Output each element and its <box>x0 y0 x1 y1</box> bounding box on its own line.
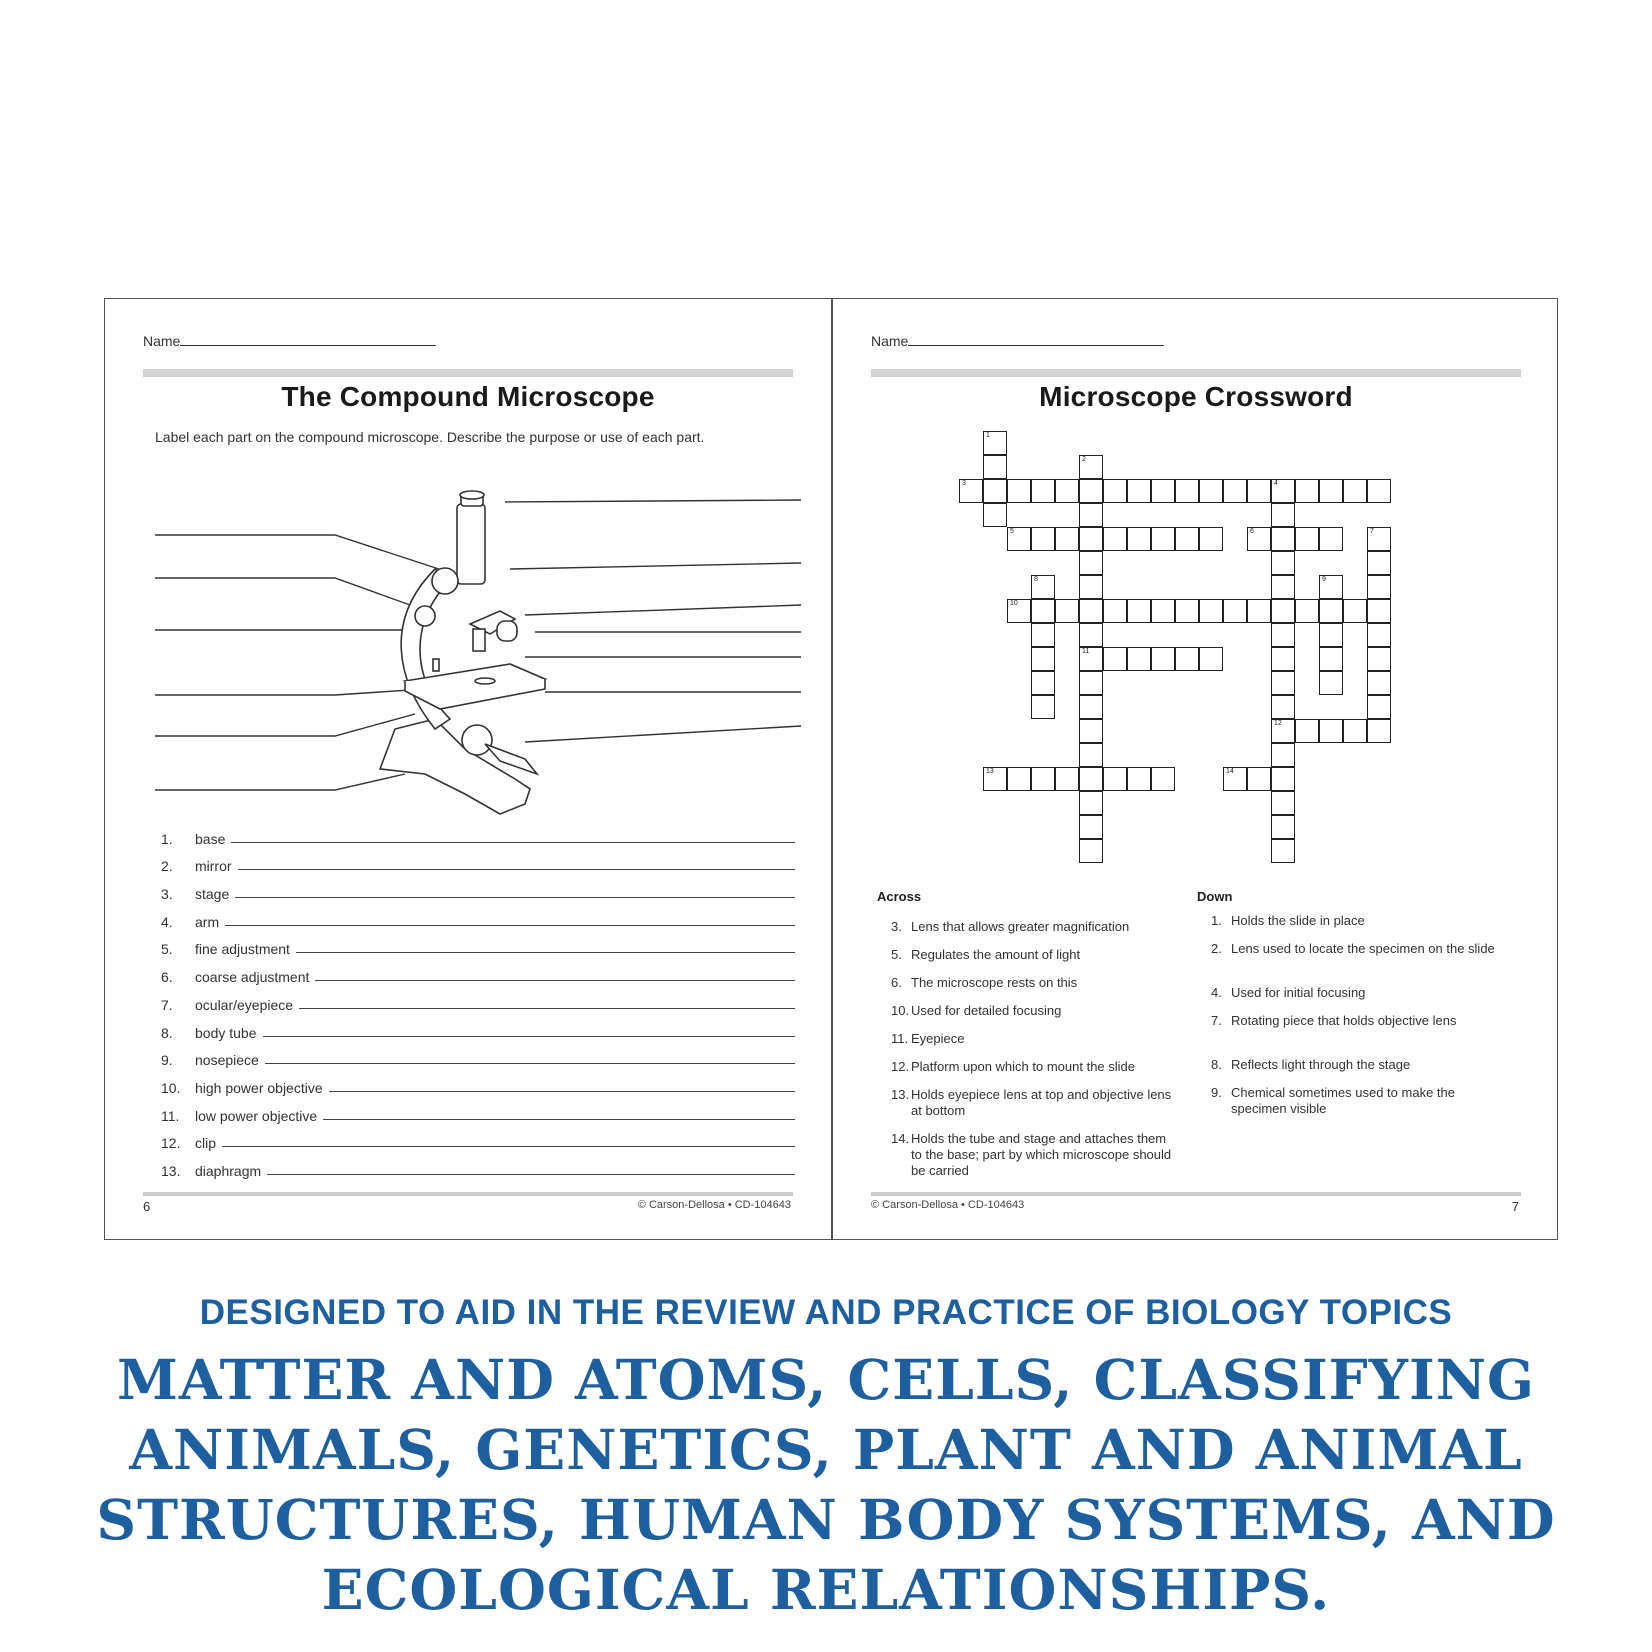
label-line-left-4 <box>155 689 425 695</box>
crossword-cell[interactable] <box>1079 719 1103 743</box>
crossword-cell[interactable] <box>1103 527 1127 551</box>
crossword-cell[interactable] <box>1319 671 1343 695</box>
label-line-right-3 <box>525 605 801 615</box>
crossword-cell[interactable] <box>1007 479 1031 503</box>
crossword-cell[interactable] <box>1175 599 1199 623</box>
crossword-cell[interactable] <box>1367 623 1391 647</box>
name-label: Name <box>143 333 181 349</box>
crossword-cell[interactable] <box>1127 479 1151 503</box>
clue-down <box>1197 985 1507 1001</box>
crossword-cell[interactable] <box>1343 599 1367 623</box>
crossword-cell[interactable] <box>1367 719 1391 743</box>
crossword-cell[interactable] <box>1103 647 1127 671</box>
answer-line[interactable] <box>267 1174 795 1175</box>
crossword-cell[interactable] <box>1247 767 1271 791</box>
crossword-cell[interactable] <box>1367 527 1391 551</box>
part-row <box>155 1124 795 1152</box>
crossword-cell[interactable] <box>1271 479 1295 503</box>
part-row <box>155 874 795 902</box>
crossword-cell[interactable] <box>1127 767 1151 791</box>
crossword-cell[interactable] <box>1151 527 1175 551</box>
clue-text: Lens that allows greater magnification <box>911 919 1130 934</box>
right-page <box>833 299 1559 1239</box>
cell-number: 6 <box>1250 528 1254 535</box>
clue-text: Holds the tube and stage and attaches them to the base; part by which microscope should be carried <box>911 1131 1172 1178</box>
crossword-cell[interactable] <box>1271 743 1295 767</box>
crossword-cell[interactable] <box>1079 503 1103 527</box>
crossword-cell[interactable] <box>983 479 1007 503</box>
crossword-cell[interactable] <box>1079 575 1103 599</box>
answer-line[interactable] <box>299 1008 795 1009</box>
crossword-cell[interactable] <box>1247 479 1271 503</box>
crossword-cell[interactable] <box>1295 719 1319 743</box>
crossword-cell[interactable] <box>1079 815 1103 839</box>
part-label: stage <box>195 886 230 903</box>
clue-text: Platform upon which to mount the slide <box>911 1059 1136 1074</box>
answer-line[interactable] <box>225 925 795 926</box>
crossword-cell[interactable] <box>1367 551 1391 575</box>
objective-low <box>497 621 517 641</box>
part-row <box>155 847 795 875</box>
answer-line[interactable] <box>238 869 795 870</box>
part-row <box>155 985 795 1013</box>
crossword-cell[interactable] <box>1151 599 1175 623</box>
clue-number: 7. <box>1211 1013 1222 1028</box>
label-line-left-1 <box>155 535 445 571</box>
part-number: 1. <box>161 830 173 847</box>
crossword-cell[interactable] <box>1055 479 1079 503</box>
part-number: 2. <box>161 858 173 875</box>
crossword-cell[interactable] <box>1367 479 1391 503</box>
crossword-cell[interactable] <box>1007 767 1031 791</box>
crossword-cell[interactable] <box>1103 479 1127 503</box>
crossword-cell[interactable] <box>1127 527 1151 551</box>
clue-number: 13. <box>891 1087 910 1102</box>
clue-across <box>877 1031 1177 1047</box>
crossword-cell[interactable] <box>1319 647 1343 671</box>
crossword-cell[interactable] <box>983 455 1007 479</box>
crossword-cell[interactable] <box>1079 671 1103 695</box>
part-label: mirror <box>195 858 232 875</box>
cell-number: 12 <box>1274 720 1282 727</box>
page-title: The Compound Microscope <box>281 381 655 412</box>
crossword-cell[interactable] <box>1295 527 1319 551</box>
part-number: 10. <box>161 1079 181 1096</box>
clue-across <box>877 1131 1177 1179</box>
crossword-cell[interactable] <box>1367 671 1391 695</box>
crossword-cell[interactable] <box>1055 767 1079 791</box>
part-row <box>155 819 795 847</box>
label-line-left-2 <box>155 578 435 614</box>
bottom-band-left <box>143 1192 793 1196</box>
part-label: base <box>195 830 226 847</box>
crossword-cell[interactable] <box>1223 767 1247 791</box>
clue-across <box>877 1003 1177 1019</box>
crossword-cell[interactable] <box>1367 575 1391 599</box>
clue-text: Used for initial focusing <box>1231 985 1366 1000</box>
crossword-cell[interactable] <box>1319 599 1343 623</box>
crossword-cell[interactable] <box>1319 527 1343 551</box>
part-row <box>155 1096 795 1124</box>
label-line-left-6 <box>155 774 405 790</box>
clue-text: The microscope rests on this <box>911 975 1078 990</box>
objective-high <box>473 629 485 651</box>
part-number: 11. <box>161 1107 180 1124</box>
page-number-right: 7 <box>1511 1199 1519 1214</box>
part-number: 13. <box>161 1162 181 1179</box>
clue-across <box>877 919 1177 935</box>
answer-line[interactable] <box>296 952 795 953</box>
cell-number: 9 <box>1322 576 1326 583</box>
crossword-cell[interactable] <box>1319 719 1343 743</box>
clue-number: 14. <box>891 1131 910 1146</box>
part-label: fine adjustment <box>195 941 290 958</box>
clue-number: 1. <box>1211 913 1222 928</box>
clue-text: Used for detailed focusing <box>911 1003 1062 1018</box>
microscope-illustration <box>105 299 831 819</box>
crossword-cell[interactable] <box>1151 479 1175 503</box>
clue-down <box>1197 1085 1507 1117</box>
crossword-cell[interactable] <box>1271 719 1295 743</box>
crossword-cell[interactable] <box>1271 551 1295 575</box>
banner-topics: MATTER AND ATOMS, CELLS, CLASSIFYING ANIMALS, GENETICS, PLANT AND ANIMAL STRUCTURES, HUMAN BODY SYSTEMS, AND ECOLOGICAL RELATIONSHIPS. <box>96 1347 1556 1622</box>
part-row <box>155 1151 795 1179</box>
part-number: 5. <box>161 941 173 958</box>
cell-number: 14 <box>1226 768 1234 775</box>
crossword-cell[interactable] <box>1079 695 1103 719</box>
footer-right: © Carson-Dellosa • CD-104643 <box>871 1199 1025 1211</box>
page-number-left: 6 <box>143 1199 151 1214</box>
crossword-cell[interactable] <box>1247 599 1271 623</box>
crossword-cell[interactable] <box>1319 479 1343 503</box>
part-number: 8. <box>161 1024 173 1041</box>
crossword-cell[interactable] <box>1271 575 1295 599</box>
crossword-cell[interactable] <box>1103 767 1127 791</box>
answer-line[interactable] <box>329 1091 795 1092</box>
crossword-cell[interactable] <box>1079 455 1103 479</box>
part-number: 12. <box>161 1135 181 1152</box>
crossword-cell[interactable] <box>1127 647 1151 671</box>
clue-text: Lens used to locate the specimen on the slide <box>1231 941 1495 956</box>
crossword-cell[interactable] <box>1223 599 1247 623</box>
footer-left: © Carson-Dellosa • CD-104643 <box>637 1199 791 1211</box>
part-label: diaphragm <box>195 1162 262 1179</box>
part-label: clip <box>195 1135 217 1152</box>
crossword-cell[interactable] <box>1199 527 1223 551</box>
part-row <box>155 957 795 985</box>
crossword-cell[interactable] <box>1079 551 1103 575</box>
crossword-cell[interactable] <box>1319 575 1343 599</box>
answer-line[interactable] <box>263 1036 796 1037</box>
crossword-cell[interactable] <box>1271 647 1295 671</box>
bottom-band-right <box>871 1192 1521 1196</box>
part-label: low power objective <box>195 1107 318 1124</box>
crossword-cell[interactable] <box>1031 647 1055 671</box>
clue-text: Chemical sometimes used to make the specimen visible <box>1231 1085 1455 1116</box>
crossword-cell[interactable] <box>959 479 983 503</box>
crossword-cell[interactable] <box>1367 695 1391 719</box>
crossword-cell[interactable] <box>1175 479 1199 503</box>
crossword-cell[interactable] <box>1103 599 1127 623</box>
crossword-cell[interactable] <box>1223 479 1247 503</box>
cell-number: 11 <box>1082 648 1090 655</box>
coarse-adjustment-knob <box>415 606 435 626</box>
cell-number: 2 <box>1082 456 1086 463</box>
answer-line[interactable] <box>323 1119 795 1120</box>
crossword-cell[interactable] <box>1079 743 1103 767</box>
clue-number: 2. <box>1211 941 1222 956</box>
answer-line[interactable] <box>222 1146 795 1147</box>
label-line-left-5 <box>155 714 415 736</box>
label-line-right-2 <box>510 563 801 569</box>
cell-number: 5 <box>1010 528 1014 535</box>
crossword-cell[interactable] <box>1295 599 1319 623</box>
clue-text: Rotating piece that holds objective lens <box>1231 1013 1457 1028</box>
crossword-cell[interactable] <box>1199 599 1223 623</box>
crossword-cell[interactable] <box>1079 599 1103 623</box>
crossword-cell[interactable] <box>1079 527 1103 551</box>
part-number: 6. <box>161 969 173 986</box>
crossword-cell[interactable] <box>1199 647 1223 671</box>
part-label: coarse adjustment <box>195 969 310 986</box>
clue-text: Reflects light through the stage <box>1231 1057 1411 1072</box>
crossword-cell[interactable] <box>1271 671 1295 695</box>
part-row <box>155 902 795 930</box>
clue-number: 10. <box>891 1003 910 1018</box>
crossword-cell[interactable] <box>1031 479 1055 503</box>
mirror <box>462 725 492 755</box>
clue-down <box>1197 1013 1507 1029</box>
crossword-cell[interactable] <box>1031 695 1055 719</box>
cell-number: 1 <box>986 432 990 439</box>
crossword-cell[interactable] <box>1031 527 1055 551</box>
label-line-right-1 <box>505 500 801 502</box>
instructions: Label each part on the compound microscope. Describe the purpose or use of each part. <box>155 429 705 445</box>
eyepiece-top <box>460 491 484 499</box>
part-number: 9. <box>161 1052 173 1069</box>
clue-down <box>1197 1057 1507 1073</box>
clue-number: 9. <box>1211 1085 1222 1100</box>
crossword-cell[interactable] <box>1343 479 1367 503</box>
clue-text: Holds eyepiece lens at top and objective lens at bottom <box>911 1087 1172 1118</box>
crossword-cell[interactable] <box>1175 647 1199 671</box>
crossword-cell[interactable] <box>1199 479 1223 503</box>
body-tube <box>457 504 485 584</box>
crossword-cell[interactable] <box>1319 623 1343 647</box>
crossword-cell[interactable] <box>983 503 1007 527</box>
name-field-right <box>871 333 1164 349</box>
crossword-cell[interactable] <box>1271 503 1295 527</box>
crossword-cell[interactable] <box>1271 767 1295 791</box>
part-label: body tube <box>195 1024 257 1041</box>
clue-number: 11. <box>891 1031 909 1046</box>
part-row <box>155 930 795 958</box>
crossword-cell[interactable] <box>1079 791 1103 815</box>
crossword-cell[interactable] <box>1031 623 1055 647</box>
crossword-cell[interactable] <box>983 431 1007 455</box>
title-band-right <box>871 369 1521 377</box>
crossword-cell[interactable] <box>1007 527 1031 551</box>
left-page <box>105 299 831 1239</box>
crossword-cell[interactable] <box>1079 647 1103 671</box>
crossword-cell[interactable] <box>1031 575 1055 599</box>
microscope-base <box>380 719 530 814</box>
worksheet-spread <box>104 298 1558 1240</box>
cell-number: 4 <box>1274 480 1278 487</box>
cell-number: 3 <box>962 480 966 487</box>
crossword-cell[interactable] <box>1271 815 1295 839</box>
cell-number: 7 <box>1370 528 1374 535</box>
name-line-right <box>908 333 1164 346</box>
crossword-cell[interactable] <box>1271 695 1295 719</box>
answer-line[interactable] <box>265 1063 795 1064</box>
crossword-cell[interactable] <box>1007 599 1031 623</box>
crossword-cell[interactable] <box>1271 839 1295 863</box>
crossword-cell[interactable] <box>1271 623 1295 647</box>
clue-text: Eyepiece <box>911 1031 965 1046</box>
crossword-cell[interactable] <box>1079 623 1103 647</box>
crossword-cell[interactable] <box>1079 767 1103 791</box>
part-row <box>155 1013 795 1041</box>
crossword-cell[interactable] <box>1367 599 1391 623</box>
label-line-right-7 <box>525 726 801 742</box>
part-label: nosepiece <box>195 1052 259 1069</box>
crossword-cell[interactable] <box>983 767 1007 791</box>
part-label: ocular/eyepiece <box>195 996 294 1013</box>
clue-across <box>877 1087 1177 1119</box>
clue-text: Holds the slide in place <box>1231 913 1365 928</box>
stage-clip <box>433 659 439 671</box>
crossword-cell[interactable] <box>1079 479 1103 503</box>
part-row <box>155 1041 795 1069</box>
part-number: 3. <box>161 886 173 903</box>
part-number: 4. <box>161 913 173 930</box>
crossword-cell[interactable] <box>1175 527 1199 551</box>
part-number: 7. <box>161 996 173 1013</box>
microscope-drawing <box>380 491 545 814</box>
part-label: arm <box>195 913 220 930</box>
answer-line[interactable] <box>315 980 795 981</box>
answer-line[interactable] <box>235 897 795 898</box>
clue-number: 4. <box>1211 985 1222 1000</box>
clue-number: 3. <box>891 919 902 934</box>
cell-number: 8 <box>1034 576 1038 583</box>
crossword-cell[interactable] <box>1151 647 1175 671</box>
cell-number: 13 <box>986 768 994 775</box>
clue-number: 12. <box>891 1059 910 1074</box>
clue-down <box>1197 941 1507 957</box>
crossword-cell[interactable] <box>1151 767 1175 791</box>
crossword-cell[interactable] <box>1247 527 1271 551</box>
clue-across <box>877 1059 1177 1075</box>
crossword-cell[interactable] <box>1367 647 1391 671</box>
answer-line[interactable] <box>231 842 795 843</box>
crossword-cell[interactable] <box>1271 599 1295 623</box>
banner-subtitle: DESIGNED TO AID IN THE REVIEW AND PRACTICE OF BIOLOGY TOPICS <box>199 1293 1453 1332</box>
clue-text: Regulates the amount of light <box>911 947 1081 962</box>
crossword-cell[interactable] <box>1031 599 1055 623</box>
clue-down <box>1197 913 1507 929</box>
clue-across <box>877 947 1177 963</box>
crossword-cell[interactable] <box>1271 791 1295 815</box>
fine-adjustment-knob <box>432 568 458 594</box>
clue-number: 6. <box>891 975 902 990</box>
clue-across <box>877 975 1177 991</box>
across-heading: Across <box>877 889 922 904</box>
crossword-cell[interactable] <box>1055 527 1079 551</box>
down-heading: Down <box>1197 889 1233 904</box>
crossword-title: Microscope Crossword <box>1039 381 1353 412</box>
crossword-cell[interactable] <box>1055 599 1079 623</box>
crossword-cell[interactable] <box>1271 527 1295 551</box>
cell-number: 10 <box>1010 600 1018 607</box>
crossword-cell[interactable] <box>1031 767 1055 791</box>
crossword-cell[interactable] <box>1127 599 1151 623</box>
parts-list <box>155 819 795 1179</box>
crossword-cell[interactable] <box>1295 479 1319 503</box>
clue-number: 5. <box>891 947 902 962</box>
clue-number: 8. <box>1211 1057 1222 1072</box>
crossword-cell[interactable] <box>1079 839 1103 863</box>
name-label-right: Name <box>871 333 909 349</box>
part-label: high power objective <box>195 1079 323 1096</box>
crossword-cell[interactable] <box>1031 671 1055 695</box>
crossword-cell[interactable] <box>1343 719 1367 743</box>
part-row <box>155 1068 795 1096</box>
